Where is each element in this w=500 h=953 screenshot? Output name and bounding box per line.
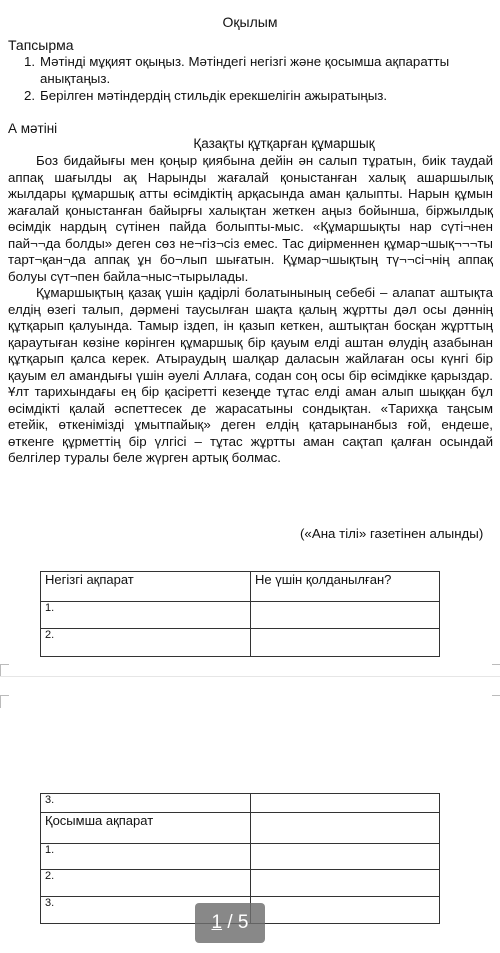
table-cell <box>251 813 440 844</box>
task-list <box>24 53 494 104</box>
task-text: Берілген мәтіндердің стильдік ерекшелігін ажыратыңыз. <box>40 88 388 103</box>
page-corner-mark <box>492 695 500 708</box>
table-cell <box>251 870 440 897</box>
table-cell: 3. <box>41 897 251 924</box>
table-cell <box>251 897 440 924</box>
task-item <box>24 87 494 104</box>
text-title: Қазақты құтқарған құмаршық <box>193 136 375 151</box>
table-cell <box>251 629 440 657</box>
page-separator-text: / <box>222 912 238 933</box>
table-cell: 3. <box>41 794 251 813</box>
paragraph: Құмаршықтың қазақ үшін қадірлі болатынының себебі – алапат аштықта елдің өзегі талып, дәрмені таусылған шақта қалың жұртты дәл осы дәннің құтқарып қалуында. Тамыр іздеп, ін қазып кеткен, аштықтан босқан жұрттың қараутыған көзіне көрінген құмаршық бір қауым елді аштан өлудің азабынан құтқарып қалса керек. Атыраудың шалқар даласын жайлаған осы күнгі бір қауым ел амандығы үшін әуелі Аллаға, содан соң осы бір өсімдікке қарыздар. Ұлт тарихындағы ең бір қасіретті кезеңде тұтас елді аман алып шыққан бұл өсімдікті қалай әспеттесек де жарасатыны сондықтан. «Тарихқа таңсым етейік, өткенімізді ұмытпайық» деген елдің қатарынанбыз ғой, ендеше, өткенге құрметтің бір үлгісі – тұтас жұртты аман сақтап қалған осындай белгілер туралы беле жүрген артық болмас. <box>8 285 493 465</box>
paragraph: Боз бидайығы мен қоңыр қиябына дейін ән салып тұратын, биік таудай аппақ шағылды ақ Нарынды жағалай қоныстанған халық ашаршылық жылдары құмаршық атты өсімдіктің арқасында аман қалыпты. Нарын құмын жағалай қоныстанған байырғы халықтан жеткен аңыз бойынша, біржылдық өсімдік нардың сүтінен пайда болыпты-мыс. «Құмаршықты нар сүті¬нен пай¬¬да болды» деген сөз не¬гіз¬сіз емес. Тас диірменнен құмар¬шық¬¬¬ты тарт¬қан¬да аппақ ұн бо¬лып шығатын. Құмар¬шықтың тү¬¬сі¬нің аппақ болуы сүт¬пен байла¬ныс¬тырылады. <box>8 153 493 284</box>
task-number: 2. <box>24 88 36 103</box>
table-cell <box>251 844 440 870</box>
table-cell: 1. <box>41 602 251 629</box>
page-gap <box>0 677 500 695</box>
total-pages: 5 <box>237 912 249 933</box>
source-text: («Ана тілі» газетінен алынды) <box>300 526 484 541</box>
info-table-main <box>40 571 440 657</box>
section-header-additional-info: Қосымша ақпарат <box>41 813 251 844</box>
source-citation <box>8 526 493 543</box>
table-cell: 2. <box>41 629 251 657</box>
task-label: Тапсырма <box>8 37 74 53</box>
page-corner-mark <box>0 695 9 708</box>
task-number: 1. <box>24 54 36 69</box>
current-page: 1 <box>211 912 223 933</box>
table-cell: 2. <box>41 870 251 897</box>
header-purpose: Не үшін қолданылған? <box>251 572 440 602</box>
table-cell <box>251 794 440 813</box>
page-indicator[interactable] <box>195 903 265 943</box>
header-main-info: Негізгі ақпарат <box>41 572 251 602</box>
article-body <box>8 153 493 467</box>
text-label: А мәтіні <box>8 121 58 136</box>
task-item <box>24 53 494 87</box>
table-cell: 1. <box>41 844 251 870</box>
page-title: Оқылым <box>222 14 278 30</box>
task-text: Мәтінді мұқият оқыңыз. Мәтіндегі негізгі және қосымша ақпаратты анықтаңыз. <box>40 54 450 86</box>
table-cell <box>251 602 440 629</box>
